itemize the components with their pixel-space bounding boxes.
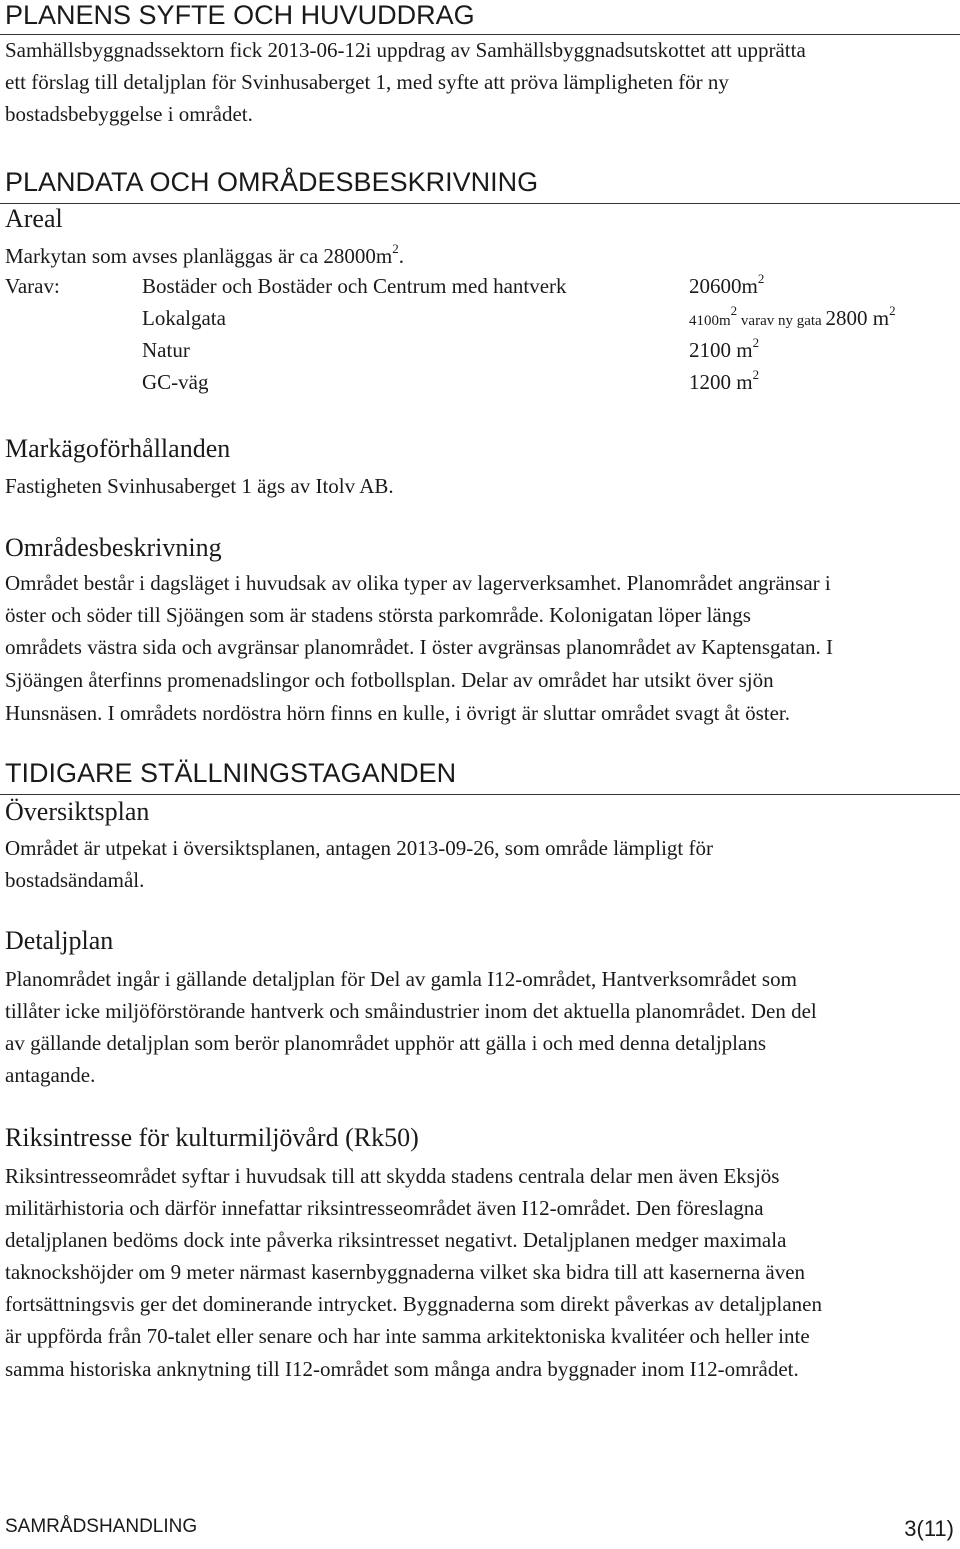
areal-intro: Markytan som avses planläggas är ca $28000m^2$. <box>5 241 404 268</box>
table-label: Varav: <box>5 274 60 298</box>
paragraph-line: av gällande detaljplan som berör planområdet upphör att gälla i och med denna detaljplans <box>5 1031 766 1055</box>
paragraph-line: Riksintresseområdet syftar i huvudsak till att skydda stadens centrala delar men även Eksjös <box>5 1164 780 1188</box>
paragraph-line: tillåter icke miljöförstörande hantverk och småindustrier inom det aktuella planområdet. Den del <box>5 999 817 1023</box>
table-row-value: 1200 $m^2$ <box>689 367 760 394</box>
table-row-name: Bostäder och Bostäder och Centrum med hantverk <box>142 274 567 298</box>
subheading-riksintresse: Riksintresse för kulturmiljövård (Rk50) <box>5 1123 419 1152</box>
paragraph-line: Hunsnäsen. I områdets nordöstra hörn finns en kulle, i övrigt är sluttar området svagt åt öster. <box>5 701 790 725</box>
paragraph-line: ett förslag till detaljplan för Svinhusaberget 1, med syfte att pröva lämpligheten för ny <box>5 70 729 94</box>
heading-rule <box>0 794 960 795</box>
subheading-markagande: Markägoförhållanden <box>5 434 231 463</box>
paragraph-line: fortsättningsvis ger det dominerande intrycket. Byggnaderna som direkt påverkas av detaljplanen <box>5 1292 823 1316</box>
paragraph-line: samma historiska anknytning till I12-området som många andra byggnader inom I12-området. <box>5 1357 799 1381</box>
section-heading-tidigare: TIDIGARE STÄLLNINGSTAGANDEN <box>5 758 457 788</box>
paragraph-line: bostadsbebyggelse i området. <box>5 102 253 126</box>
paragraph-line: taknockshöjder om 9 meter närmast kasernbyggnaderna vilket ska bidra till att kasernerna även <box>5 1260 806 1284</box>
footer-document-status: SAMRÅDSHANDLING <box>5 1516 198 1537</box>
paragraph-line: områdets västra sida och avgränsar planområdet. I öster avgränsas planområdet av Kaptensgatan. I <box>5 635 834 659</box>
paragraph-line: bostadsändamål. <box>5 868 145 892</box>
subheading-areal: Areal <box>5 204 63 233</box>
paragraph-line: Fastigheten Svinhusaberget 1 ägs av Itolv AB. <box>5 474 394 498</box>
paragraph-line: öster och söder till Sjöängen som är stadens största parkområde. Kolonigatan löper längs <box>5 603 751 627</box>
subheading-oversiktsplan: Översiktsplan <box>5 797 150 826</box>
paragraph-line: antagande. <box>5 1063 96 1087</box>
subheading-detaljplan: Detaljplan <box>5 926 114 955</box>
paragraph-line: Området är utpekat i översiktsplanen, antagen 2013-09-26, som område lämpligt för <box>5 836 713 860</box>
paragraph-line: Sjöängen återfinns promenadslingor och fotbollsplan. Delar av området har utsikt över sjön <box>5 668 774 692</box>
paragraph-line: Planområdet ingår i gällande detaljplan för Del av gamla I12-området, Hantverksområdet som <box>5 967 797 991</box>
table-row-value: 2100 $m^2$ <box>689 335 760 362</box>
table-row-value: $4100m^2$ varav ny gata 2800 $m^2$ <box>689 303 896 330</box>
paragraph-line: militärhistoria och därför innefattar riksintresseområdet även I12-området. Den föreslagna <box>5 1196 764 1220</box>
table-row-name: GC-väg <box>142 370 209 394</box>
table-row-value: $20600m^2$ <box>689 271 765 298</box>
paragraph-line: är uppförda från 70-talet eller senare och har inte samma arkitektoniska kvalitéer och heller inte <box>5 1324 810 1348</box>
section-heading-plandata: PLANDATA OCH OMRÅDESBESKRIVNING <box>5 167 539 197</box>
paragraph-line: detaljplanen bedöms dock inte påverka riksintresset negativt. Detaljplanen medger maximala <box>5 1228 787 1252</box>
paragraph-line: Samhällsbyggnadssektorn fick 2013-06-12i uppdrag av Samhällsbyggnadsutskottet att upprätta <box>5 38 806 62</box>
paragraph-line: Området består i dagsläget i huvudsak av olika typer av lagerverksamhet. Planområdet angränsar i <box>5 571 831 595</box>
footer-page-number: 3(11) <box>904 1516 954 1541</box>
heading-rule <box>0 203 960 204</box>
section-heading-syfte: PLANENS SYFTE OCH HUVUDDRAG <box>5 0 475 30</box>
table-row-name: Lokalgata <box>142 306 226 330</box>
table-row-name: Natur <box>142 338 190 362</box>
subheading-omradesbeskrivning: Områdesbeskrivning <box>5 533 222 562</box>
